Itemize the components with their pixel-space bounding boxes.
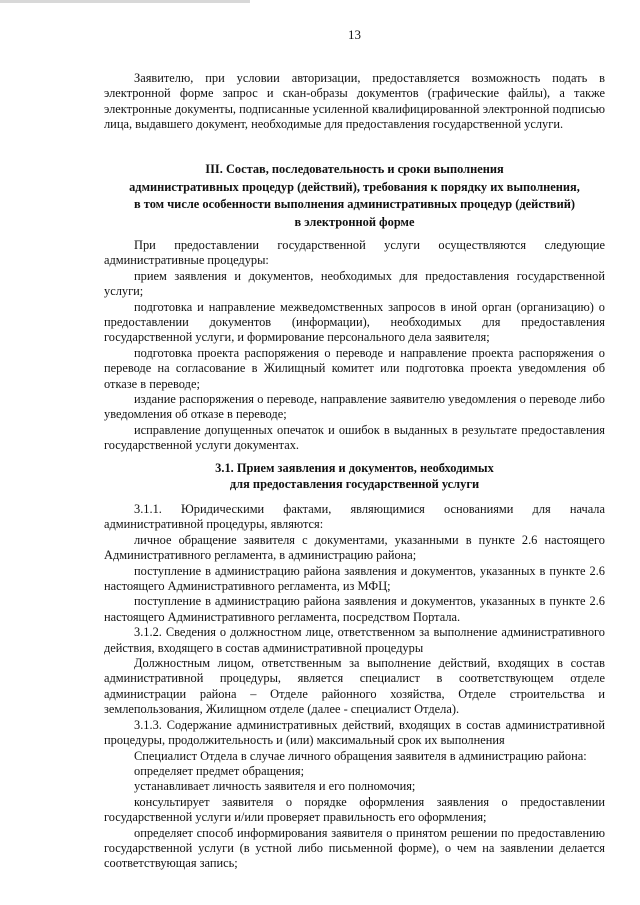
- list-item: издание распоряжения о переводе, направление заявителю уведомления о переводе либо уведомления об отказе в переводе;: [104, 392, 605, 422]
- list-item: поступление в администрацию района заявления и документов, указанных в пункте 2.6 настоящего Административного регламента, из МФЦ;: [104, 563, 605, 594]
- section-3-body: [104, 238, 605, 454]
- section-3-1-heading-line: 3.1. Прием заявления и документов, необходимых: [215, 461, 494, 475]
- section-3-heading-line: в электронной форме: [294, 214, 415, 229]
- paragraph: Специалист Отдела в случае личного обращения заявителя в администрацию района:: [134, 748, 587, 763]
- section-3-heading-line: административных процедур (действий), требования к порядку их выполнения,: [129, 179, 580, 194]
- paragraph: При предоставлении государственной услуги осуществляются следующие административные процедуры:: [104, 238, 605, 268]
- page-number: 13: [348, 27, 361, 42]
- scan-top-edge: [0, 0, 250, 3]
- list-item: подготовка и направление межведомственных запросов в иной орган (организацию) о предоставлении документов (информации), необходимых для предоставления государственной услуги, и формирование персонального дела заявителя;: [104, 299, 605, 345]
- section-3-1-body: [104, 502, 605, 872]
- list-item: определяет предмет обращения;: [134, 763, 305, 778]
- section-3-1-heading-line: для предоставления государственной услуги: [229, 477, 480, 491]
- section-3-heading-line: III. Состав, последовательность и сроки выполнения: [205, 162, 504, 176]
- list-item: консультирует заявителя о порядке оформления заявления о предоставлении государственной услуги и/или проверяет правильность его оформления;: [104, 794, 605, 825]
- list-item: исправление допущенных опечаток и ошибок в выданных в результате предоставления государственной услуги документах.: [104, 422, 605, 453]
- paragraph-3-1-1: 3.1.1. Юридическими фактами, являющимися основаниями для начала административной процедуры, являются:: [104, 502, 605, 532]
- list-item: определяет способ информирования заявителя о принятом решении по предоставлению государственной услуги (в устной либо письменной форме), о чем на заявлении делается соответствующая запись;: [104, 825, 605, 871]
- paragraph-3-1-2: 3.1.2. Сведения о должностном лице, ответственном за выполнение административного действия, входящего в состав административной процедуры: [104, 625, 605, 655]
- section-3-heading: [104, 161, 605, 231]
- section-3-1-heading: [104, 460, 605, 492]
- list-item: подготовка проекта распоряжения о переводе и направление проекта распоряжения о переводе на согласование в Жилищный комитет или подготовка проекта уведомления об отказе в переводе;: [104, 345, 605, 391]
- paragraph-3-1-3: 3.1.3. Содержание административных действий, входящих в состав административной процедуры, продолжительность и (или) максимальный срок их выполнения: [104, 717, 605, 748]
- list-item: поступление в администрацию района заявления и документов, указанных в пункте 2.6 настоящего Административного регламента, посредством Портала.: [104, 594, 605, 624]
- list-item: личное обращение заявителя с документами, указанными в пункте 2.6 настоящего Административного регламента, в администрацию района;: [104, 532, 605, 563]
- paragraph: Должностным лицом, ответственным за выполнение действий, входящих в состав административной процедуры, является специалист в соответствующем отделе администрации района – Отделе районного хозяйства, Отделе строительства и землепользования, Жилищном отделе (далее - специалист Отдела).: [104, 656, 605, 717]
- intro-paragraph: Заявителю, при условии авторизации, предоставляется возможность подать в электронной форме запрос и скан-образы документов (графические файлы), а также электронные документы, подписанные усиленной квалифицированной электронной подписью лица, выдавшего документ, необходимые для предоставления государственной услуги.: [104, 71, 605, 132]
- list-item: прием заявления и документов, необходимых для предоставления государственной услуги;: [104, 268, 605, 299]
- list-item: устанавливает личность заявителя и его полномочия;: [134, 779, 416, 794]
- intro-block: [104, 71, 605, 133]
- section-3-heading-line: в том числе особенности выполнения административных процедур (действий): [133, 197, 576, 211]
